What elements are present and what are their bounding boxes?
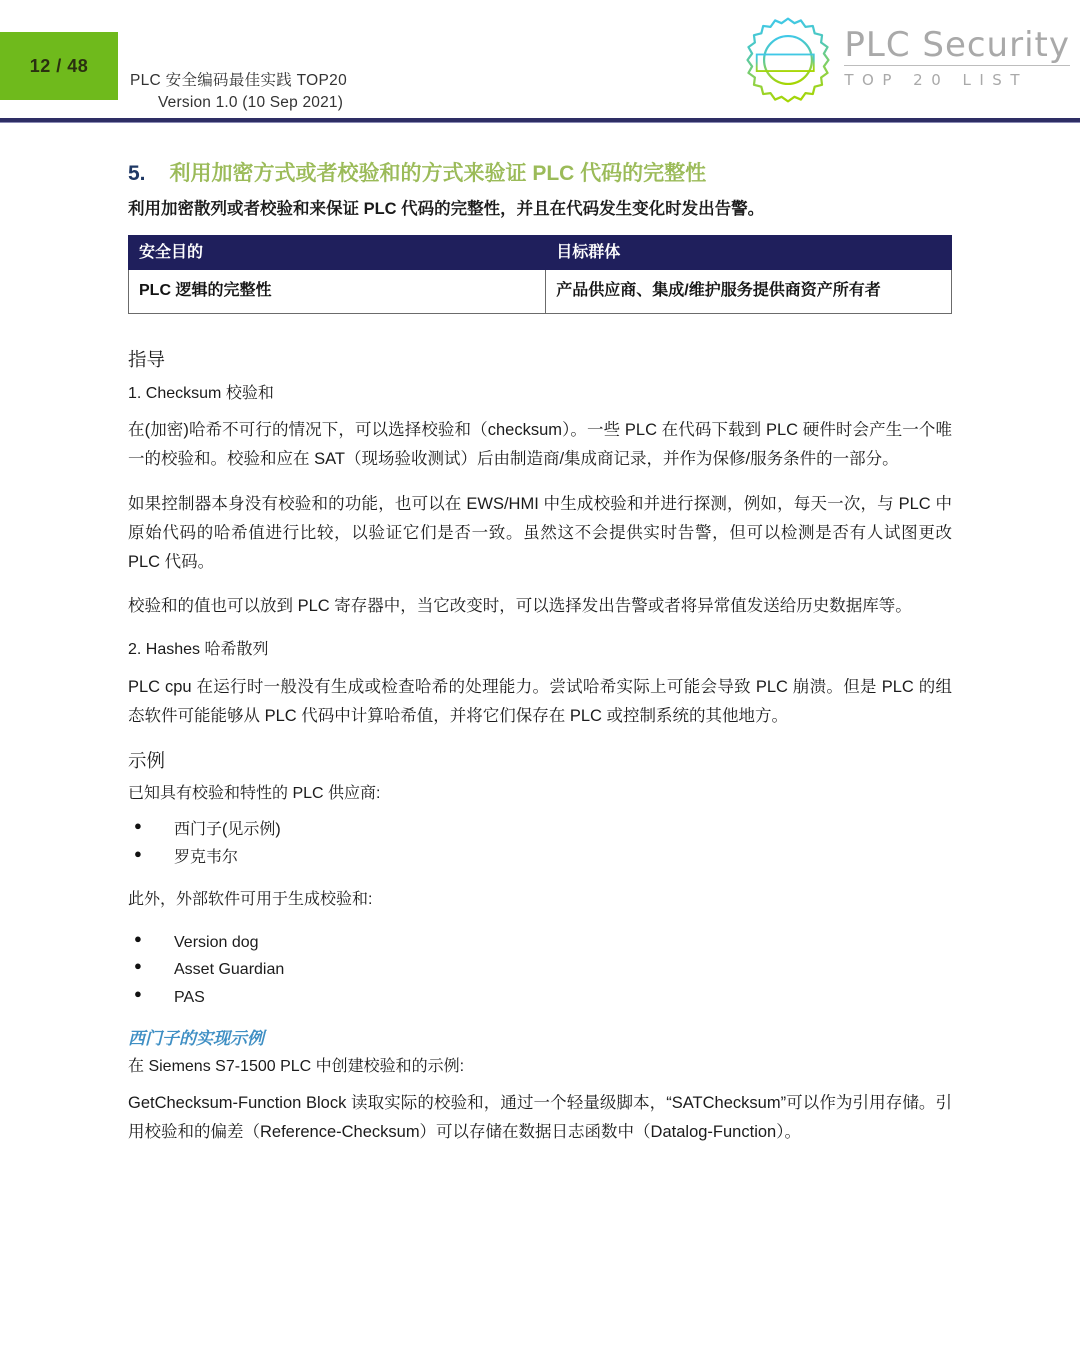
page-number-badge — [0, 32, 118, 100]
siemens-example-heading: 西门子的实现示例 — [128, 1028, 264, 1048]
table-cell-purpose: PLC 逻辑的完整性 — [129, 270, 546, 314]
guidance-item2-paragraph-1: PLC cpu 在运行时一般没有生成或检查哈希的处理能力。尝试哈希实际上可能会导致 PLC 崩溃。但是 PLC 的组态软件可能能够从 PLC 代码中计算哈希值，并将它们保存在 PLC 或控制系统的其他地方。 — [128, 677, 952, 725]
header-divider — [0, 118, 1080, 122]
header-title-block — [130, 70, 347, 115]
list-item: ● 罗克韦尔 — [128, 844, 952, 872]
list-item: ● Version dog — [128, 929, 952, 957]
siemens-example-intro: 在 Siemens S7-1500 PLC 中创建校验和的示例: — [128, 1057, 465, 1075]
vendor-list — [128, 816, 952, 871]
siemens-example-paragraph: GetChecksum-Function Block 读取实际的校验和，通过一个轻量级脚本，“SATChecksum”可以作为引用存储。引用校验和的偏差（Reference-Checksum）可以存储在数据日志函数中（Datalog-Function）。 — [128, 1094, 952, 1142]
section-title: 利用加密方式或者校验和的方式来验证 PLC 代码的完整性 — [169, 162, 707, 185]
brand-name-text: PLC Security — [844, 25, 1070, 65]
examples-tools-intro: 此外，外部软件可用于生成校验和: — [128, 891, 373, 909]
gear-plc-module-icon — [742, 14, 834, 106]
brand-logo — [742, 14, 1070, 106]
examples-vendors-intro: 已知具有校验和特性的 PLC 供应商: — [128, 784, 381, 802]
security-objective-table — [128, 235, 952, 315]
list-item: ● 西门子(见示例) — [128, 816, 952, 844]
brand-wordmark — [844, 25, 1070, 92]
table-header-cell-purpose: 安全目的 — [129, 235, 546, 270]
examples-heading: 示例 — [128, 749, 166, 771]
section-lead: 利用加密散列或者校验和来保证 PLC 代码的完整性，并且在代码发生变化时发出告警。 — [128, 200, 765, 219]
table-row — [129, 270, 952, 314]
guidance-item1-paragraph-1: 在(加密)哈希不可行的情况下，可以选择校验和（checksum）。一些 PLC 在代码下载到 PLC 硬件时会产生一个唯一的校验和。校验和应在 SAT（现场验收测试）后由制造商/集成商记录，并作为保修/服务条件的一部分。 — [128, 421, 952, 468]
page-header — [0, 0, 1080, 120]
document-title: PLC 安全编码最佳实践 TOP20 — [130, 72, 347, 89]
guidance-item1-paragraph-3: 校验和的值也可以放到 PLC 寄存器中，当它改变时，可以选择发出告警或者将异常值发送给历史数据库等。 — [128, 597, 912, 616]
guidance-item2-label: 2. Hashes 哈希散列 — [128, 641, 269, 659]
tool-list — [128, 929, 952, 1012]
section-heading — [128, 160, 952, 187]
section-number: 5. — [128, 162, 146, 185]
table-header-row — [129, 235, 952, 270]
page-content — [128, 160, 952, 1163]
document-version: Version 1.0 (10 Sep 2021) — [158, 94, 344, 112]
table-cell-audience: 产品供应商、集成/维护服务提供商资产所有者 — [546, 270, 952, 314]
guidance-item1-label: 1. Checksum 校验和 — [128, 384, 274, 402]
list-item: ● Asset Guardian — [128, 956, 952, 984]
list-item: ● PAS — [128, 984, 952, 1012]
guidance-item1-paragraph-2: 如果控制器本身没有校验和的功能，也可以在 EWS/HMI 中生成校验和并进行探测，例如，每天一次，与 PLC 中原始代码的哈希值进行比较，以验证它们是否一致。虽然这不会提供实时告警，但可以检测是否有人试图更改 PLC 代码。 — [128, 494, 952, 571]
page-number-text: 12 / 48 — [29, 55, 89, 76]
guidance-heading: 指导 — [128, 349, 166, 371]
table-header-cell-audience: 目标群体 — [546, 235, 952, 270]
brand-tagline-text: TOP 20 LIST — [844, 71, 1028, 89]
